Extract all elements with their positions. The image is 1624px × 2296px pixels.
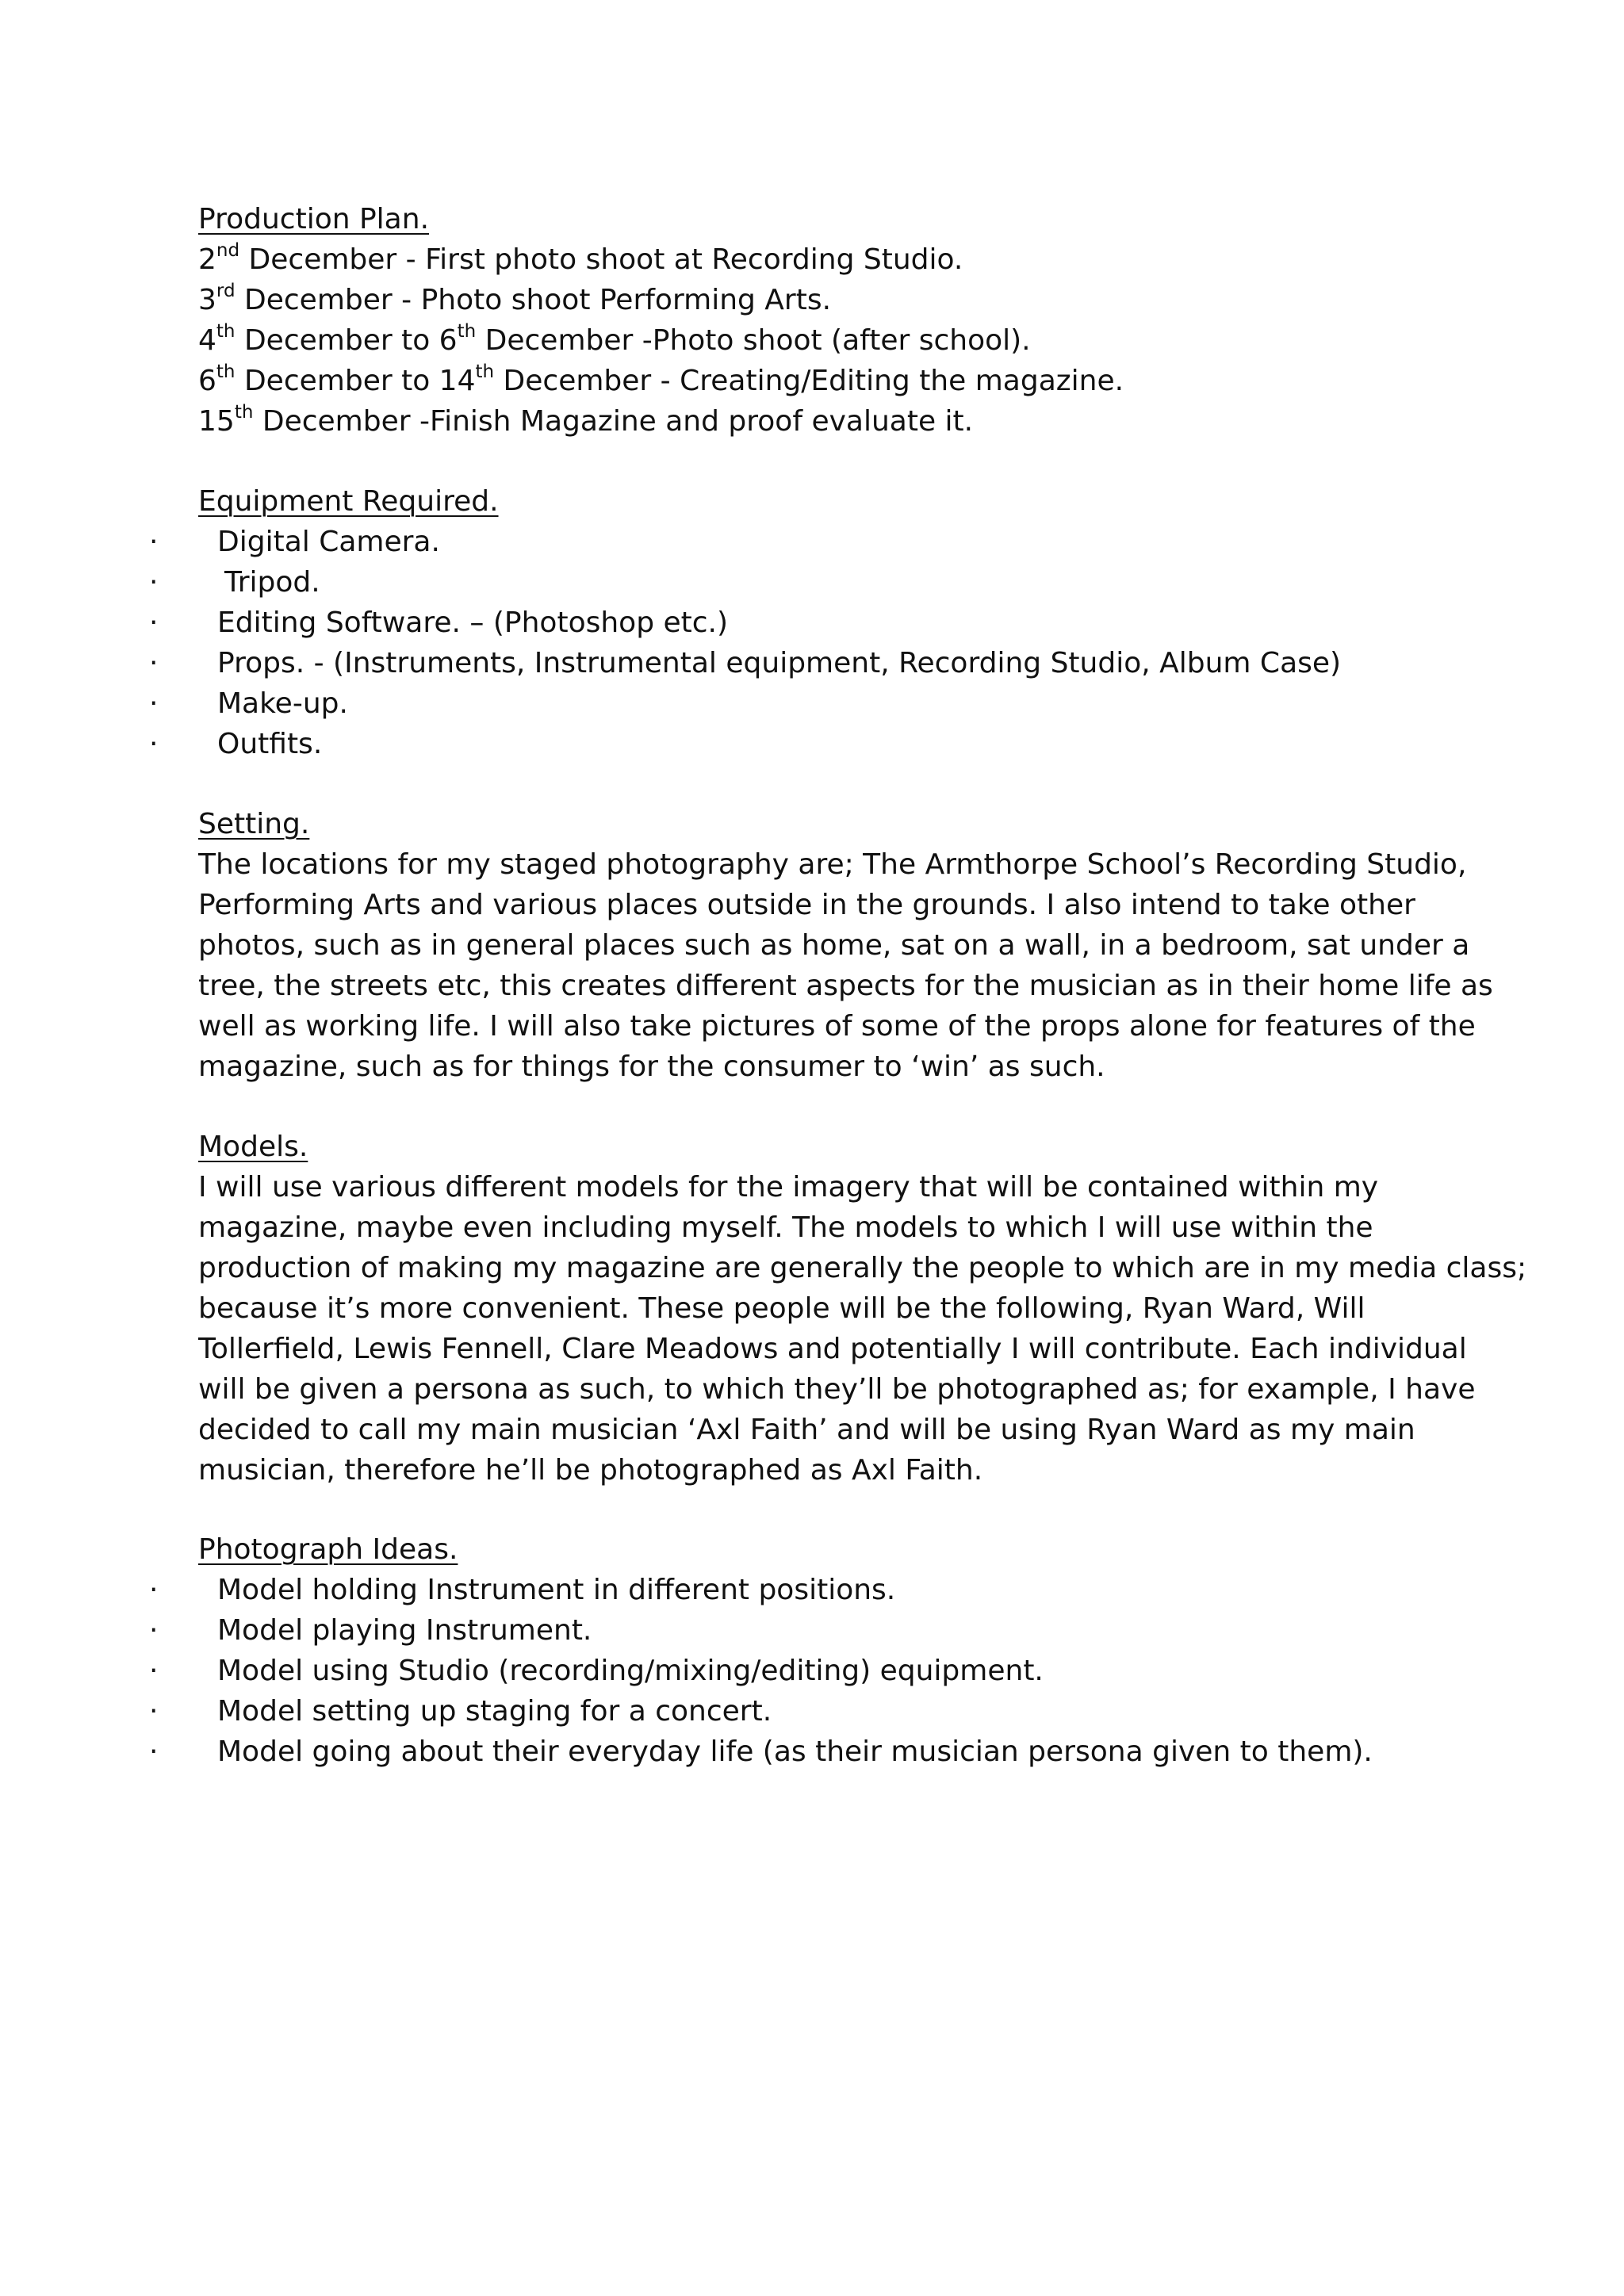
paragraph-line: decided to call my main musician ‘Axl Faith’ and will be using Ryan Ward as my main bbox=[198, 1414, 1415, 1446]
bullet-icon: · bbox=[149, 1655, 159, 1687]
plan-item: 2nd December - First photo shoot at Recording Studio. bbox=[198, 240, 963, 276]
production-plan-heading: Production Plan. bbox=[198, 203, 430, 235]
list-item: · Model playing Instrument. bbox=[198, 1610, 1435, 1651]
paragraph-line: production of making my magazine are generally the people to which are in my media class; bbox=[198, 1252, 1527, 1284]
paragraph-line: tree, the streets etc, this creates different aspects for the musician as in their home life as bbox=[198, 970, 1493, 1002]
equipment-heading: Equipment Required. bbox=[198, 485, 499, 518]
plan-item: 4th December to 6th December -Photo shoot (after school). bbox=[198, 321, 1031, 357]
paragraph-line: I will use various different models for the imagery that will be contained within my bbox=[198, 1171, 1379, 1203]
list-item: · Model holding Instrument in different positions. bbox=[198, 1570, 1435, 1610]
list-item: · Editing Software. – (Photoshop etc.) bbox=[198, 603, 1435, 643]
bullet-icon: · bbox=[149, 1695, 159, 1728]
setting-section bbox=[198, 804, 1493, 1087]
photo-ideas-heading: Photograph Ideas. bbox=[198, 1533, 458, 1566]
bullet-icon: · bbox=[149, 647, 159, 679]
list-item: · Tripod. bbox=[198, 562, 1435, 603]
list-item: · Props. - (Instruments, Instrumental equipment, Recording Studio, Album Case) bbox=[198, 643, 1435, 683]
bullet-icon: · bbox=[149, 1574, 159, 1606]
paragraph-line: Tollerfield, Lewis Fennell, Clare Meadows and potentially I will contribute. Each individual bbox=[198, 1333, 1467, 1365]
production-plan-section bbox=[198, 199, 1435, 442]
plan-item: 15th December -Finish Magazine and proof evaluate it. bbox=[198, 402, 974, 438]
list-item: · Model setting up staging for a concert. bbox=[198, 1691, 1435, 1732]
bullet-icon: · bbox=[149, 566, 159, 599]
paragraph-line: magazine, maybe even including myself. The models to which I will use within the bbox=[198, 1211, 1373, 1244]
list-item: · Outfits. bbox=[198, 724, 1435, 764]
paragraph-line: will be given a persona as such, to which they’ll be photographed as; for example, I have bbox=[198, 1373, 1476, 1406]
list-item: · Model using Studio (recording/mixing/editing) equipment. bbox=[198, 1651, 1435, 1691]
paragraph-line: well as working life. I will also take pictures of some of the props alone for features of the bbox=[198, 1010, 1476, 1043]
paragraph-line: photos, such as in general places such as home, sat on a wall, in a bedroom, sat under a bbox=[198, 929, 1470, 962]
paragraph-line: because it’s more convenient. These people will be the following, Ryan Ward, Will bbox=[198, 1292, 1365, 1325]
paragraph-line: Performing Arts and various places outside in the grounds. I also intend to take other bbox=[198, 889, 1415, 921]
list-item: · Make-up. bbox=[198, 683, 1435, 724]
models-section bbox=[198, 1127, 1527, 1490]
paragraph-line: The locations for my staged photography are; The Armthorpe School’s Recording Studio, bbox=[198, 848, 1467, 881]
bullet-icon: · bbox=[149, 1735, 159, 1768]
paragraph-line: magazine, such as for things for the consumer to ‘win’ as such. bbox=[198, 1050, 1105, 1083]
bullet-icon: · bbox=[149, 1614, 159, 1647]
bullet-icon: · bbox=[149, 607, 159, 639]
plan-item: 6th December to 14th December - Creating/Editing the magazine. bbox=[198, 362, 1124, 397]
paragraph-line: musician, therefore he’ll be photographed as Axl Faith. bbox=[198, 1454, 983, 1487]
bullet-icon: · bbox=[149, 687, 159, 720]
setting-heading: Setting. bbox=[198, 808, 310, 840]
list-item: · Digital Camera. bbox=[198, 522, 1435, 562]
bullet-icon: · bbox=[149, 526, 159, 558]
models-paragraph bbox=[198, 1167, 1527, 1490]
equipment-section bbox=[149, 481, 1435, 764]
models-heading: Models. bbox=[198, 1131, 308, 1163]
list-item: · Model going about their everyday life (as their musician persona given to them). bbox=[198, 1732, 1435, 1772]
bullet-icon: · bbox=[149, 728, 159, 760]
plan-item: 3rd December - Photo shoot Performing Arts. bbox=[198, 281, 832, 316]
setting-paragraph bbox=[198, 844, 1493, 1087]
photo-ideas-section bbox=[149, 1529, 1435, 1772]
